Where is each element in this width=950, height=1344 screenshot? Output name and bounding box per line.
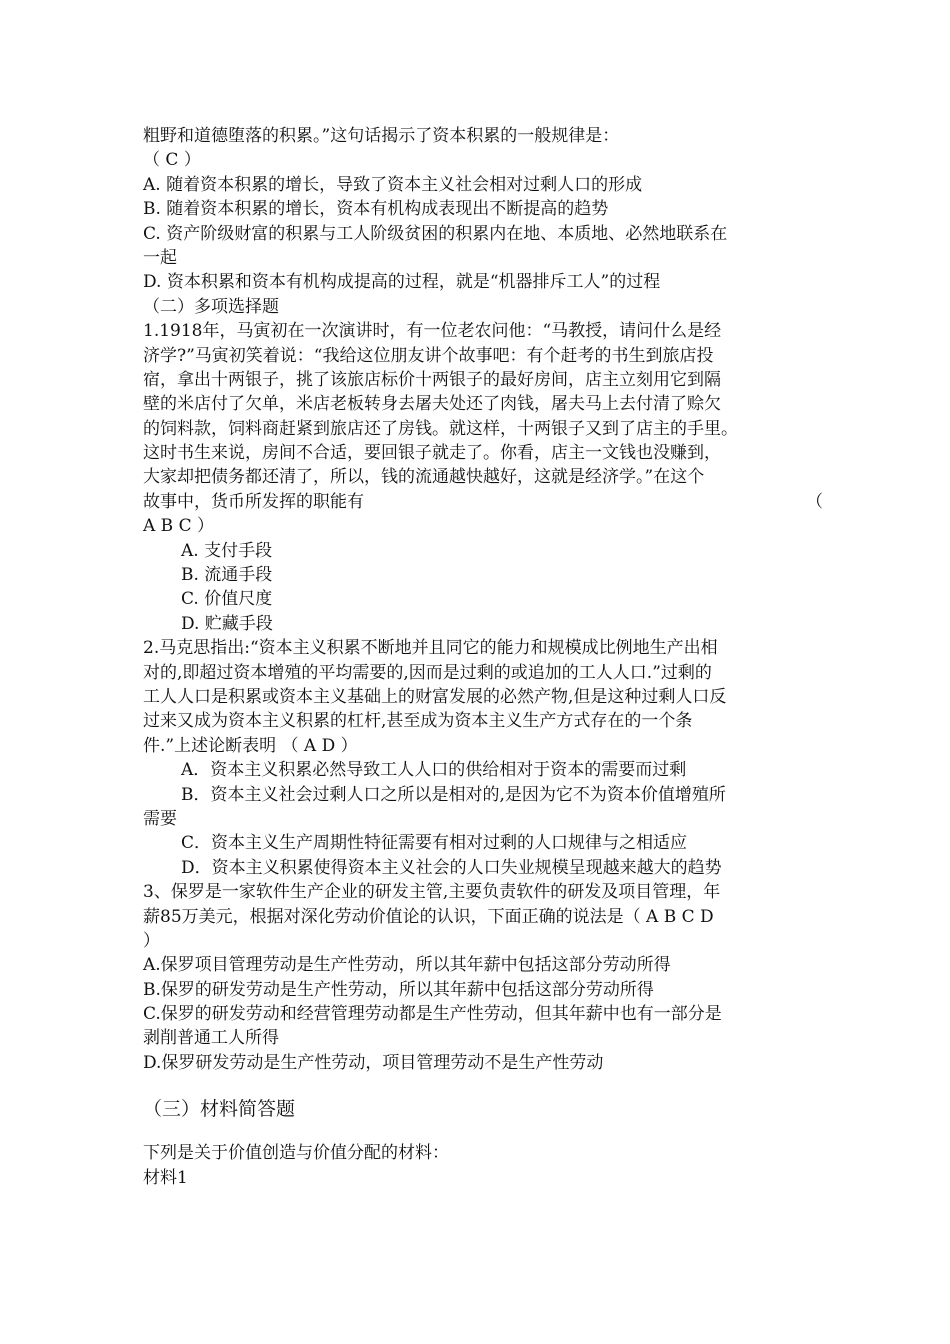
q1-line: 壁的米店付了欠单，米店老板转身去屠夫处还了肉钱，屠夫马上去付清了赊欠 (143, 394, 721, 415)
q2-line: 件.”上述论断表明 （ A D ） (143, 735, 358, 756)
q1-option-a: A. 支付手段 (181, 540, 273, 561)
q1-line: 大家却把债务都还清了，所以，钱的流通越快越好，这就是经济学。”在这个 (143, 467, 705, 488)
q2-line: 工人人口是积累或资本主义基础上的财富发展的必然产物,但是这种过剩人口反 (143, 686, 727, 707)
q3-option-d: D.保罗研发劳动是生产性劳动，项目管理劳动不是生产性劳动 (143, 1052, 604, 1073)
option-a: A. 随着资本积累的增长，导致了资本主义社会相对过剩人口的形成 (143, 174, 643, 195)
material-intro: 下列是关于价值创造与价值分配的材料： (143, 1143, 449, 1164)
q1-line: 宿，拿出十两银子，挑了该旅店标价十两银子的最好房间，店主立刻用它到隔 (143, 369, 721, 390)
answer-label: （ C ） (143, 150, 201, 171)
option-c-continued: 一起 (143, 247, 177, 268)
q1-line: 的饲料款，饲料商赶紧到旅店还了房钱。就这样，十两银子又到了店主的手里。 (143, 418, 738, 439)
q2-option-b-continued: 需要 (143, 808, 177, 829)
q3-line: ） (143, 930, 160, 951)
option-b: B. 随着资本积累的增长，资本有机构成表现出不断提高的趋势 (143, 199, 609, 220)
q3-option-a: A.保罗项目管理劳动是生产性劳动，所以其年薪中包括这部分劳动所得 (143, 955, 671, 976)
q3-option-b: B.保罗的研发劳动是生产性劳动，所以其年薪中包括这部分劳动所得 (143, 979, 654, 1000)
option-d: D. 资本积累和资本有机构成提高的过程，就是“机器排斥工人”的过程 (143, 272, 661, 293)
q1-last-line-text: 故事中，货币所发挥的职能有 (143, 491, 364, 512)
q3-line: 3、保罗是一家软件生产企业的研发主管,主要负责软件的研发及项目管理，年 (143, 882, 721, 903)
q2-option-b: B．资本主义社会过剩人口之所以是相对的,是因为它不为资本价值增殖所 (181, 784, 726, 805)
q3-line: 薪85万美元，根据对深化劳动价值论的认识，下面正确的说法是（ A B C D (143, 906, 714, 927)
option-c: C. 资产阶级财富的积累与工人阶级贫困的积累内在地、本质地、必然地联系在 (143, 223, 728, 244)
q1-answer: A B C ） (143, 516, 214, 537)
q2-line: 对的,即超过资本增殖的平均需要的,因而是过剩的或追加的工人人口.”过剩的 (143, 662, 712, 683)
q1-option-c: C. 价值尺度 (181, 589, 273, 610)
section-heading-material-questions: （三）材料简答题 (143, 1098, 296, 1121)
q1-last-line (143, 490, 823, 514)
question-stem: 粗野和道德堕落的积累。”这句话揭示了资本积累的一般规律是： (143, 126, 620, 146)
q1-option-b: B. 流通手段 (181, 565, 273, 586)
q1-paren-open: （ (806, 491, 823, 512)
material-label: 材料1 (143, 1167, 188, 1188)
q1-line: 1.1918年，马寅初在一次演讲时，有一位老农问他：“马教授，请问什么是经 (143, 321, 722, 342)
q2-option-d: D．资本主义积累使得资本主义社会的人口失业规模呈现越来越大的趋势 (181, 857, 722, 878)
section-heading-multiple-choice: （二）多项选择题 (143, 296, 279, 317)
q2-option-c: C．资本主义生产周期性特征需要有相对过剩的人口规律与之相适应 (181, 833, 688, 854)
q3-option-c-continued: 剥削普通工人所得 (143, 1028, 279, 1049)
q2-line: 过来又成为资本主义积累的杠杆,甚至成为资本主义生产方式存在的一个条 (143, 711, 693, 732)
q1-line: 这时书生来说，房间不合适，要回银子就走了。你看，店主一文钱也没赚到， (143, 443, 721, 464)
q2-option-a: A．资本主义积累必然导致工人人口的供给相对于资本的需要而过剩 (181, 760, 687, 781)
q1-option-d: D. 贮藏手段 (181, 613, 273, 634)
q3-option-c: C.保罗的研发劳动和经营管理劳动都是生产性劳动，但其年薪中也有一部分是 (143, 1004, 722, 1025)
document-page (143, 124, 823, 1190)
q2-line: 2.马克思指出:“资本主义积累不断地并且同它的能力和规模成比例地生产出相 (143, 638, 718, 659)
q1-line: 济学?”马寅初笑着说：“我给这位朋友讲个故事吧：有个赶考的书生到旅店投 (143, 345, 714, 366)
